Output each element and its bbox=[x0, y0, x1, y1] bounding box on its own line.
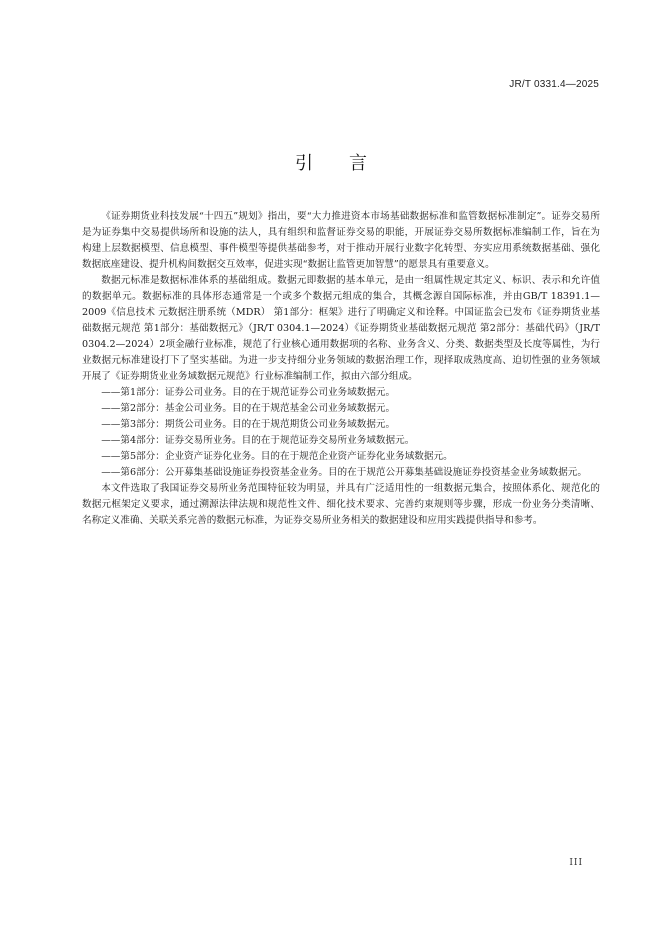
list-item-part-1: ——第1部分：证券公司业务。目的在于规范证券公司业务域数据元。 bbox=[101, 387, 396, 398]
document-code: JR/T 0331.4—2025 bbox=[509, 79, 599, 90]
paragraph-scope: 本文件选取了我国证券交易所业务范围特征较为明显，并具有广泛适用性的一组数据元集合，按照体系化、规范化的数据元框架定义要求，通过溯源法律法规和规范性文件、细化技术要求、完善约束规则等步骤，形成一份业务分类清晰、名称定义准确、关联关系完善的数据元标准，为证券交易所业务相关的数据建设和应用实践提供指导和参考。 bbox=[82, 483, 600, 526]
list-item-part-4: ——第4部分：证券交易所业务。目的在于规范证券交易所业务域数据元。 bbox=[101, 435, 415, 446]
paragraph-data-element-standard: 数据元标准是数据标准体系的基础组成。数据元即数据的基本单元，是由一组属性规定其定义、标识、表示和允许值的数据单元。数据标准的具体形态通常是一个或多个数据元组成的集合，其概念源自国际标准，并由GB/T 18391.1—2009《信息技术 元数据注册系统（MDR） 第1部分：框架》进行了明确定义和诠释。中国证监会已发布《证券期货业基础数据元规范 第1部分：基础数据元》（JR/T 0304.1—2024）《证券期货业基础数据元规范 第2部分：基础代码》（JR/T 0304.2—2024）2项金融行业标准，规范了行业核心通用数据项的名称、业务含义、分类、数据类型及长度等属性，为行业数据元标准建设打下了坚实基础。为进一步支持细分业务领域的数据治理工作，现择取成熟度高、迫切性强的业务领域开展了《证券期货业业务域数据元规范》行业标准编制工作，拟由六部分组成。 bbox=[82, 275, 600, 382]
list-item-part-6: ——第6部分：公开募集基础设施证券投资基金业务。目的在于规范公开募集基础设施证券投资基金业务域数据元。 bbox=[101, 467, 587, 478]
list-item-part-2: ——第2部分：基金公司业务。目的在于规范基金公司业务域数据元。 bbox=[101, 403, 396, 414]
paragraph-plan-context: 《证券期货业科技发展“十四五”规划》指出，要“大力推进资本市场基础数据标准和监管数据标准制定”。证券交易所是为证券集中交易提供场所和设施的法人，具有组织和监督证券交易的职能，开展证券交易所数据标准编制工作，旨在为构建上层数据模型、信息模型、事件模型等提供基础参考，对于推动开展行业数字化转型、夯实应用系统数据基础、强化数据底座建设、提升机构间数据交互效率，促进实现“数据让监管更加智慧”的愿景具有重要意义。 bbox=[82, 211, 600, 270]
page-number: III bbox=[569, 858, 583, 868]
list-item-part-3: ——第3部分：期货公司业务。目的在于规范期货公司业务域数据元。 bbox=[101, 419, 396, 430]
section-title: 引言 bbox=[295, 153, 403, 174]
introduction-body bbox=[82, 209, 600, 529]
list-item-part-5: ——第5部分：企业资产证券化业务。目的在于规范企业资产证券化业务域数据元。 bbox=[101, 451, 453, 462]
